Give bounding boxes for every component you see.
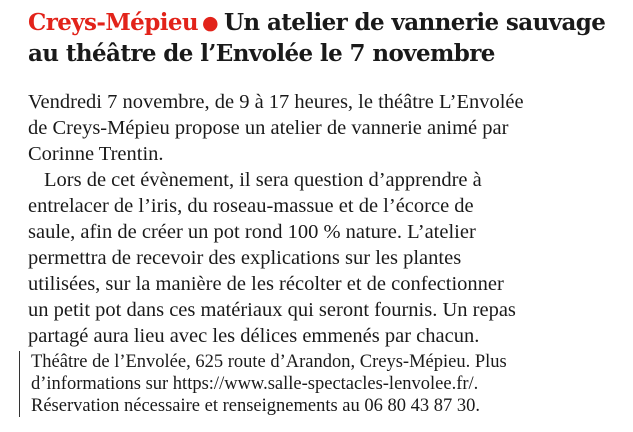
practical-info-box	[19, 351, 617, 417]
headline-line-1	[28, 8, 617, 39]
paragraph-2-line: saule, afin de créer un pot rond 100 % nature. L’atelier	[28, 221, 476, 243]
paragraph-1-line: Vendredi 7 novembre, de 9 à 17 heures, le théâtre L’Envolée	[28, 91, 524, 113]
headline-title-part-2: au théâtre de l’Envolée le 7 novembre	[28, 40, 495, 67]
info-address: Théâtre de l’Envolée, 625 route d’Arandon, Creys-Mépieu. Plus	[31, 352, 507, 372]
paragraph-1	[28, 89, 617, 167]
info-website: d’informations sur https://www.salle-spectacles-lenvolee.fr/.	[31, 374, 479, 394]
paragraph-2-line: Lors de cet évènement, il sera question d’apprendre à	[44, 169, 482, 191]
info-booking: Réservation nécessaire et renseignements au 06 80 43 87 30.	[31, 396, 481, 416]
paragraph-1-line: de Creys-Mépieu propose un atelier de vannerie animé par	[28, 117, 509, 139]
paragraph-2-line: utilisées, sur la manière de les récolter et de confectionner	[28, 273, 504, 295]
paragraph-2-line: un petit pot dans ces matériaux qui seront fournis. Un repas	[28, 299, 516, 321]
paragraph-2-line: partagé aura lieu avec les délices emmenés par chacun.	[28, 325, 480, 347]
article-body	[28, 89, 617, 349]
paragraph-2	[28, 167, 617, 349]
headline	[28, 8, 617, 69]
bullet-dot-icon: ●	[201, 12, 218, 34]
headline-location: Creys-Mépieu	[28, 9, 198, 36]
paragraph-2-line: permettra de recevoir des explications sur les plantes	[28, 247, 462, 269]
headline-title-part-1: Un atelier de vannerie sauvage	[223, 9, 606, 36]
paragraph-2-line: entrelacer de l’iris, du roseau-massue et de l’écorce de	[28, 195, 474, 217]
paragraph-1-line: Corinne Trentin.	[28, 143, 164, 165]
